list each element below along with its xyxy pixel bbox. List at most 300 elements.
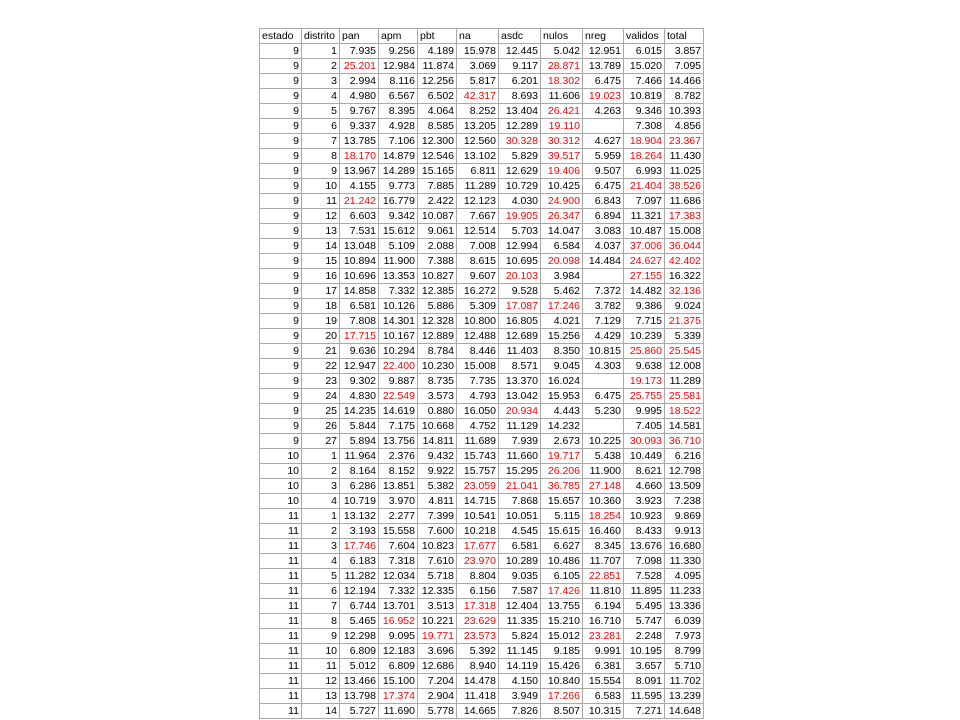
cell-total[interactable]: 14.466: [665, 74, 704, 89]
cell-pbt[interactable]: 12.335: [418, 584, 457, 599]
cell-asdc[interactable]: 4.150: [499, 674, 541, 689]
cell-estado[interactable]: 9: [260, 194, 302, 209]
cell-asdc[interactable]: 15.295: [499, 464, 541, 479]
cell-pbt[interactable]: 12.256: [418, 74, 457, 89]
cell-nulos[interactable]: 15.657: [541, 494, 583, 509]
cell-distrito[interactable]: 6: [302, 584, 340, 599]
cell-pbt[interactable]: 14.811: [418, 434, 457, 449]
cell-asdc[interactable]: 10.729: [499, 179, 541, 194]
cell-apm[interactable]: 10.126: [379, 299, 418, 314]
cell-distrito[interactable]: 4: [302, 89, 340, 104]
cell-asdc[interactable]: 10.695: [499, 254, 541, 269]
cell-nulos[interactable]: 10.486: [541, 554, 583, 569]
cell-pan[interactable]: 7.808: [340, 314, 379, 329]
cell-pbt[interactable]: 7.885: [418, 179, 457, 194]
cell-pbt[interactable]: 3.513: [418, 599, 457, 614]
cell-pan[interactable]: 5.894: [340, 434, 379, 449]
cell-distrito[interactable]: 3: [302, 539, 340, 554]
cell-pbt[interactable]: 8.735: [418, 374, 457, 389]
cell-apm[interactable]: 7.332: [379, 584, 418, 599]
cell-distrito[interactable]: 21: [302, 344, 340, 359]
cell-pbt[interactable]: 12.889: [418, 329, 457, 344]
cell-validos[interactable]: 5.495: [624, 599, 665, 614]
cell-pbt[interactable]: 7.600: [418, 524, 457, 539]
cell-apm[interactable]: 10.167: [379, 329, 418, 344]
cell-asdc[interactable]: 11.660: [499, 449, 541, 464]
cell-estado[interactable]: 11: [260, 569, 302, 584]
cell-validos[interactable]: 10.449: [624, 449, 665, 464]
cell-nreg[interactable]: 22.851: [583, 569, 624, 584]
cell-apm[interactable]: 17.374: [379, 689, 418, 704]
cell-estado[interactable]: 9: [260, 119, 302, 134]
cell-na[interactable]: 10.218: [457, 524, 499, 539]
cell-pbt[interactable]: 7.610: [418, 554, 457, 569]
cell-apm[interactable]: 9.773: [379, 179, 418, 194]
cell-na[interactable]: 17.677: [457, 539, 499, 554]
cell-asdc[interactable]: 17.087: [499, 299, 541, 314]
cell-pbt[interactable]: 9.061: [418, 224, 457, 239]
column-header-pbt[interactable]: pbt: [418, 29, 457, 44]
cell-nreg[interactable]: 3.782: [583, 299, 624, 314]
cell-nulos[interactable]: 5.115: [541, 509, 583, 524]
cell-estado[interactable]: 9: [260, 284, 302, 299]
cell-distrito[interactable]: 8: [302, 614, 340, 629]
cell-validos[interactable]: 11.595: [624, 689, 665, 704]
cell-total[interactable]: 13.509: [665, 479, 704, 494]
cell-total[interactable]: 8.799: [665, 644, 704, 659]
cell-pan[interactable]: 12.194: [340, 584, 379, 599]
cell-nulos[interactable]: 10.840: [541, 674, 583, 689]
cell-apm[interactable]: 7.332: [379, 284, 418, 299]
cell-validos[interactable]: 37.006: [624, 239, 665, 254]
cell-asdc[interactable]: 11.129: [499, 419, 541, 434]
cell-total[interactable]: 5.339: [665, 329, 704, 344]
cell-validos[interactable]: 8.433: [624, 524, 665, 539]
cell-na[interactable]: 12.123: [457, 194, 499, 209]
cell-pbt[interactable]: 4.064: [418, 104, 457, 119]
cell-nreg[interactable]: 5.959: [583, 149, 624, 164]
cell-asdc[interactable]: 16.805: [499, 314, 541, 329]
cell-asdc[interactable]: 4.545: [499, 524, 541, 539]
cell-apm[interactable]: 12.183: [379, 644, 418, 659]
cell-distrito[interactable]: 7: [302, 134, 340, 149]
cell-total[interactable]: 15.008: [665, 224, 704, 239]
cell-nulos[interactable]: 15.615: [541, 524, 583, 539]
cell-nreg[interactable]: 13.789: [583, 59, 624, 74]
cell-asdc[interactable]: 12.404: [499, 599, 541, 614]
cell-estado[interactable]: 9: [260, 89, 302, 104]
cell-estado[interactable]: 9: [260, 404, 302, 419]
cell-na[interactable]: 6.811: [457, 164, 499, 179]
cell-distrito[interactable]: 18: [302, 299, 340, 314]
cell-estado[interactable]: 9: [260, 389, 302, 404]
cell-apm[interactable]: 5.109: [379, 239, 418, 254]
cell-total[interactable]: 6.216: [665, 449, 704, 464]
cell-distrito[interactable]: 15: [302, 254, 340, 269]
cell-total[interactable]: 14.581: [665, 419, 704, 434]
cell-validos[interactable]: 3.923: [624, 494, 665, 509]
cell-total[interactable]: 11.025: [665, 164, 704, 179]
cell-pan[interactable]: 4.980: [340, 89, 379, 104]
cell-apm[interactable]: 11.690: [379, 704, 418, 719]
cell-na[interactable]: 42.317: [457, 89, 499, 104]
cell-nulos[interactable]: 4.021: [541, 314, 583, 329]
cell-apm[interactable]: 2.376: [379, 449, 418, 464]
cell-pan[interactable]: 13.785: [340, 134, 379, 149]
cell-apm[interactable]: 22.549: [379, 389, 418, 404]
cell-nulos[interactable]: 6.584: [541, 239, 583, 254]
cell-apm[interactable]: 9.887: [379, 374, 418, 389]
cell-validos[interactable]: 15.020: [624, 59, 665, 74]
cell-apm[interactable]: 12.034: [379, 569, 418, 584]
cell-pbt[interactable]: 15.165: [418, 164, 457, 179]
cell-na[interactable]: 14.665: [457, 704, 499, 719]
cell-validos[interactable]: 14.482: [624, 284, 665, 299]
column-header-pan[interactable]: pan: [340, 29, 379, 44]
cell-nreg[interactable]: 4.037: [583, 239, 624, 254]
cell-na[interactable]: 6.156: [457, 584, 499, 599]
cell-estado[interactable]: 9: [260, 254, 302, 269]
cell-validos[interactable]: 6.993: [624, 164, 665, 179]
cell-pan[interactable]: 25.201: [340, 59, 379, 74]
cell-nulos[interactable]: 19.110: [541, 119, 583, 134]
cell-validos[interactable]: 13.676: [624, 539, 665, 554]
cell-pan[interactable]: 18.170: [340, 149, 379, 164]
cell-apm[interactable]: 6.809: [379, 659, 418, 674]
cell-total[interactable]: 10.393: [665, 104, 704, 119]
cell-total[interactable]: 36.044: [665, 239, 704, 254]
cell-distrito[interactable]: 9: [302, 629, 340, 644]
cell-distrito[interactable]: 14: [302, 239, 340, 254]
cell-pan[interactable]: 2.994: [340, 74, 379, 89]
cell-pan[interactable]: 6.744: [340, 599, 379, 614]
cell-estado[interactable]: 9: [260, 149, 302, 164]
cell-pbt[interactable]: 3.696: [418, 644, 457, 659]
cell-nreg[interactable]: 11.707: [583, 554, 624, 569]
cell-pbt[interactable]: 2.088: [418, 239, 457, 254]
cell-asdc[interactable]: 8.693: [499, 89, 541, 104]
cell-apm[interactable]: 14.301: [379, 314, 418, 329]
cell-apm[interactable]: 16.779: [379, 194, 418, 209]
cell-na[interactable]: 16.050: [457, 404, 499, 419]
cell-estado[interactable]: 9: [260, 359, 302, 374]
cell-distrito[interactable]: 4: [302, 554, 340, 569]
cell-na[interactable]: 14.478: [457, 674, 499, 689]
cell-estado[interactable]: 11: [260, 644, 302, 659]
cell-distrito[interactable]: 12: [302, 209, 340, 224]
cell-nreg[interactable]: 6.583: [583, 689, 624, 704]
cell-pbt[interactable]: 12.300: [418, 134, 457, 149]
cell-total[interactable]: 18.522: [665, 404, 704, 419]
cell-pan[interactable]: 4.155: [340, 179, 379, 194]
cell-asdc[interactable]: 9.035: [499, 569, 541, 584]
cell-nreg[interactable]: 5.438: [583, 449, 624, 464]
cell-pbt[interactable]: 4.811: [418, 494, 457, 509]
cell-asdc[interactable]: 5.703: [499, 224, 541, 239]
cell-distrito[interactable]: 7: [302, 599, 340, 614]
cell-total[interactable]: 13.239: [665, 689, 704, 704]
column-header-na[interactable]: na: [457, 29, 499, 44]
cell-nreg[interactable]: 10.225: [583, 434, 624, 449]
cell-nulos[interactable]: 8.350: [541, 344, 583, 359]
cell-nreg[interactable]: 16.710: [583, 614, 624, 629]
cell-na[interactable]: 15.757: [457, 464, 499, 479]
cell-pan[interactable]: 7.935: [340, 44, 379, 59]
cell-asdc[interactable]: 11.335: [499, 614, 541, 629]
cell-nreg[interactable]: 16.460: [583, 524, 624, 539]
cell-na[interactable]: 23.059: [457, 479, 499, 494]
cell-nreg[interactable]: 4.303: [583, 359, 624, 374]
cell-nreg[interactable]: 6.475: [583, 179, 624, 194]
cell-validos[interactable]: 21.404: [624, 179, 665, 194]
cell-pbt[interactable]: 8.784: [418, 344, 457, 359]
cell-nreg[interactable]: 9.507: [583, 164, 624, 179]
cell-pan[interactable]: 5.727: [340, 704, 379, 719]
cell-asdc[interactable]: 14.119: [499, 659, 541, 674]
cell-estado[interactable]: 9: [260, 179, 302, 194]
cell-pan[interactable]: 6.183: [340, 554, 379, 569]
cell-estado[interactable]: 11: [260, 659, 302, 674]
cell-nulos[interactable]: 9.185: [541, 644, 583, 659]
cell-total[interactable]: 12.798: [665, 464, 704, 479]
cell-na[interactable]: 16.272: [457, 284, 499, 299]
cell-nulos[interactable]: 15.953: [541, 389, 583, 404]
cell-nulos[interactable]: 14.047: [541, 224, 583, 239]
cell-na[interactable]: 12.488: [457, 329, 499, 344]
cell-validos[interactable]: 9.346: [624, 104, 665, 119]
cell-nulos[interactable]: 15.012: [541, 629, 583, 644]
cell-asdc[interactable]: 5.824: [499, 629, 541, 644]
cell-pbt[interactable]: 10.221: [418, 614, 457, 629]
cell-pan[interactable]: 3.193: [340, 524, 379, 539]
cell-pbt[interactable]: 7.399: [418, 509, 457, 524]
cell-nulos[interactable]: 26.421: [541, 104, 583, 119]
cell-total[interactable]: 13.336: [665, 599, 704, 614]
cell-nreg[interactable]: 8.345: [583, 539, 624, 554]
cell-total[interactable]: 9.024: [665, 299, 704, 314]
cell-pan[interactable]: 7.531: [340, 224, 379, 239]
cell-nreg[interactable]: 12.951: [583, 44, 624, 59]
cell-total[interactable]: 16.322: [665, 269, 704, 284]
cell-apm[interactable]: 15.558: [379, 524, 418, 539]
cell-pbt[interactable]: 6.502: [418, 89, 457, 104]
cell-na[interactable]: 23.629: [457, 614, 499, 629]
cell-pbt[interactable]: 7.204: [418, 674, 457, 689]
cell-asdc[interactable]: 12.689: [499, 329, 541, 344]
cell-total[interactable]: 25.581: [665, 389, 704, 404]
cell-na[interactable]: 5.392: [457, 644, 499, 659]
cell-estado[interactable]: 11: [260, 614, 302, 629]
cell-validos[interactable]: 24.627: [624, 254, 665, 269]
cell-asdc[interactable]: 10.289: [499, 554, 541, 569]
cell-distrito[interactable]: 11: [302, 194, 340, 209]
cell-validos[interactable]: 10.195: [624, 644, 665, 659]
cell-pbt[interactable]: 7.388: [418, 254, 457, 269]
cell-validos[interactable]: 7.308: [624, 119, 665, 134]
cell-nulos[interactable]: 14.232: [541, 419, 583, 434]
cell-total[interactable]: 5.710: [665, 659, 704, 674]
cell-estado[interactable]: 11: [260, 704, 302, 719]
cell-pbt[interactable]: 19.771: [418, 629, 457, 644]
cell-estado[interactable]: 9: [260, 164, 302, 179]
cell-na[interactable]: 14.715: [457, 494, 499, 509]
cell-nreg[interactable]: 14.484: [583, 254, 624, 269]
cell-total[interactable]: 11.686: [665, 194, 704, 209]
cell-total[interactable]: 11.233: [665, 584, 704, 599]
cell-nulos[interactable]: 17.266: [541, 689, 583, 704]
cell-asdc[interactable]: 7.587: [499, 584, 541, 599]
cell-pan[interactable]: 11.964: [340, 449, 379, 464]
cell-distrito[interactable]: 2: [302, 524, 340, 539]
cell-distrito[interactable]: 5: [302, 569, 340, 584]
cell-validos[interactable]: 10.239: [624, 329, 665, 344]
cell-pbt[interactable]: 12.546: [418, 149, 457, 164]
cell-total[interactable]: 7.973: [665, 629, 704, 644]
cell-estado[interactable]: 9: [260, 224, 302, 239]
cell-estado[interactable]: 9: [260, 44, 302, 59]
cell-nreg[interactable]: 11.810: [583, 584, 624, 599]
cell-pan[interactable]: 6.286: [340, 479, 379, 494]
cell-nulos[interactable]: 16.024: [541, 374, 583, 389]
cell-estado[interactable]: 9: [260, 374, 302, 389]
cell-apm[interactable]: 9.095: [379, 629, 418, 644]
cell-distrito[interactable]: 1: [302, 44, 340, 59]
cell-pan[interactable]: 13.967: [340, 164, 379, 179]
cell-nreg[interactable]: 6.475: [583, 74, 624, 89]
cell-asdc[interactable]: 7.868: [499, 494, 541, 509]
cell-apm[interactable]: 15.100: [379, 674, 418, 689]
cell-nreg[interactable]: 3.083: [583, 224, 624, 239]
cell-nreg[interactable]: 10.360: [583, 494, 624, 509]
cell-apm[interactable]: 10.294: [379, 344, 418, 359]
cell-nreg[interactable]: 23.281: [583, 629, 624, 644]
cell-distrito[interactable]: 22: [302, 359, 340, 374]
cell-estado[interactable]: 11: [260, 554, 302, 569]
cell-estado[interactable]: 9: [260, 104, 302, 119]
cell-distrito[interactable]: 1: [302, 509, 340, 524]
cell-estado[interactable]: 9: [260, 239, 302, 254]
cell-total[interactable]: 32.136: [665, 284, 704, 299]
cell-total[interactable]: 36.710: [665, 434, 704, 449]
cell-asdc[interactable]: 7.939: [499, 434, 541, 449]
cell-apm[interactable]: 13.701: [379, 599, 418, 614]
cell-apm[interactable]: 13.756: [379, 434, 418, 449]
cell-pbt[interactable]: 5.778: [418, 704, 457, 719]
cell-estado[interactable]: 9: [260, 134, 302, 149]
cell-nreg[interactable]: [583, 419, 624, 434]
cell-distrito[interactable]: 14: [302, 704, 340, 719]
cell-distrito[interactable]: 19: [302, 314, 340, 329]
cell-pan[interactable]: 5.844: [340, 419, 379, 434]
cell-apm[interactable]: 7.604: [379, 539, 418, 554]
cell-pan[interactable]: 10.894: [340, 254, 379, 269]
cell-distrito[interactable]: 1: [302, 449, 340, 464]
cell-estado[interactable]: 11: [260, 539, 302, 554]
cell-na[interactable]: 8.446: [457, 344, 499, 359]
cell-pbt[interactable]: 5.718: [418, 569, 457, 584]
cell-total[interactable]: 14.648: [665, 704, 704, 719]
cell-na[interactable]: 8.940: [457, 659, 499, 674]
cell-estado[interactable]: 9: [260, 329, 302, 344]
cell-pbt[interactable]: 10.827: [418, 269, 457, 284]
cell-asdc[interactable]: 19.905: [499, 209, 541, 224]
cell-estado[interactable]: 11: [260, 689, 302, 704]
cell-asdc[interactable]: 9.117: [499, 59, 541, 74]
cell-na[interactable]: 3.069: [457, 59, 499, 74]
cell-pan[interactable]: 21.242: [340, 194, 379, 209]
column-header-validos[interactable]: validos: [624, 29, 665, 44]
cell-apm[interactable]: 22.400: [379, 359, 418, 374]
cell-asdc[interactable]: 12.289: [499, 119, 541, 134]
cell-validos[interactable]: 8.621: [624, 464, 665, 479]
cell-pbt[interactable]: 3.573: [418, 389, 457, 404]
cell-pbt[interactable]: 10.230: [418, 359, 457, 374]
cell-validos[interactable]: 25.755: [624, 389, 665, 404]
cell-distrito[interactable]: 10: [302, 179, 340, 194]
cell-pbt[interactable]: 5.382: [418, 479, 457, 494]
cell-distrito[interactable]: 2: [302, 59, 340, 74]
cell-validos[interactable]: 3.657: [624, 659, 665, 674]
cell-nreg[interactable]: 9.991: [583, 644, 624, 659]
cell-apm[interactable]: 8.116: [379, 74, 418, 89]
cell-distrito[interactable]: 5: [302, 104, 340, 119]
cell-asdc[interactable]: 30.328: [499, 134, 541, 149]
cell-asdc[interactable]: 13.370: [499, 374, 541, 389]
cell-nulos[interactable]: 36.785: [541, 479, 583, 494]
cell-apm[interactable]: 14.289: [379, 164, 418, 179]
cell-nulos[interactable]: 8.507: [541, 704, 583, 719]
cell-estado[interactable]: 9: [260, 59, 302, 74]
cell-apm[interactable]: 16.952: [379, 614, 418, 629]
cell-na[interactable]: 15.978: [457, 44, 499, 59]
cell-total[interactable]: 11.702: [665, 674, 704, 689]
cell-apm[interactable]: 13.353: [379, 269, 418, 284]
cell-validos[interactable]: 25.860: [624, 344, 665, 359]
cell-nulos[interactable]: 6.105: [541, 569, 583, 584]
cell-na[interactable]: 11.289: [457, 179, 499, 194]
cell-pbt[interactable]: 9.432: [418, 449, 457, 464]
cell-nulos[interactable]: 28.871: [541, 59, 583, 74]
cell-validos[interactable]: 2.248: [624, 629, 665, 644]
cell-asdc[interactable]: 12.994: [499, 239, 541, 254]
cell-nreg[interactable]: 7.372: [583, 284, 624, 299]
cell-apm[interactable]: 8.395: [379, 104, 418, 119]
cell-nreg[interactable]: 4.263: [583, 104, 624, 119]
cell-validos[interactable]: 9.995: [624, 404, 665, 419]
cell-asdc[interactable]: 8.571: [499, 359, 541, 374]
cell-total[interactable]: 3.857: [665, 44, 704, 59]
cell-validos[interactable]: 10.819: [624, 89, 665, 104]
cell-distrito[interactable]: 12: [302, 674, 340, 689]
cell-nulos[interactable]: 19.406: [541, 164, 583, 179]
cell-nreg[interactable]: 6.381: [583, 659, 624, 674]
cell-apm[interactable]: 3.970: [379, 494, 418, 509]
cell-validos[interactable]: 7.098: [624, 554, 665, 569]
cell-asdc[interactable]: 20.103: [499, 269, 541, 284]
cell-distrito[interactable]: 3: [302, 479, 340, 494]
cell-pbt[interactable]: 12.328: [418, 314, 457, 329]
cell-total[interactable]: 25.545: [665, 344, 704, 359]
cell-validos[interactable]: 5.747: [624, 614, 665, 629]
column-header-asdc[interactable]: asdc: [499, 29, 541, 44]
cell-validos[interactable]: 7.097: [624, 194, 665, 209]
cell-nulos[interactable]: 2.673: [541, 434, 583, 449]
cell-estado[interactable]: 10: [260, 464, 302, 479]
cell-estado[interactable]: 11: [260, 629, 302, 644]
cell-nulos[interactable]: 39.517: [541, 149, 583, 164]
cell-apm[interactable]: 14.879: [379, 149, 418, 164]
cell-distrito[interactable]: 27: [302, 434, 340, 449]
